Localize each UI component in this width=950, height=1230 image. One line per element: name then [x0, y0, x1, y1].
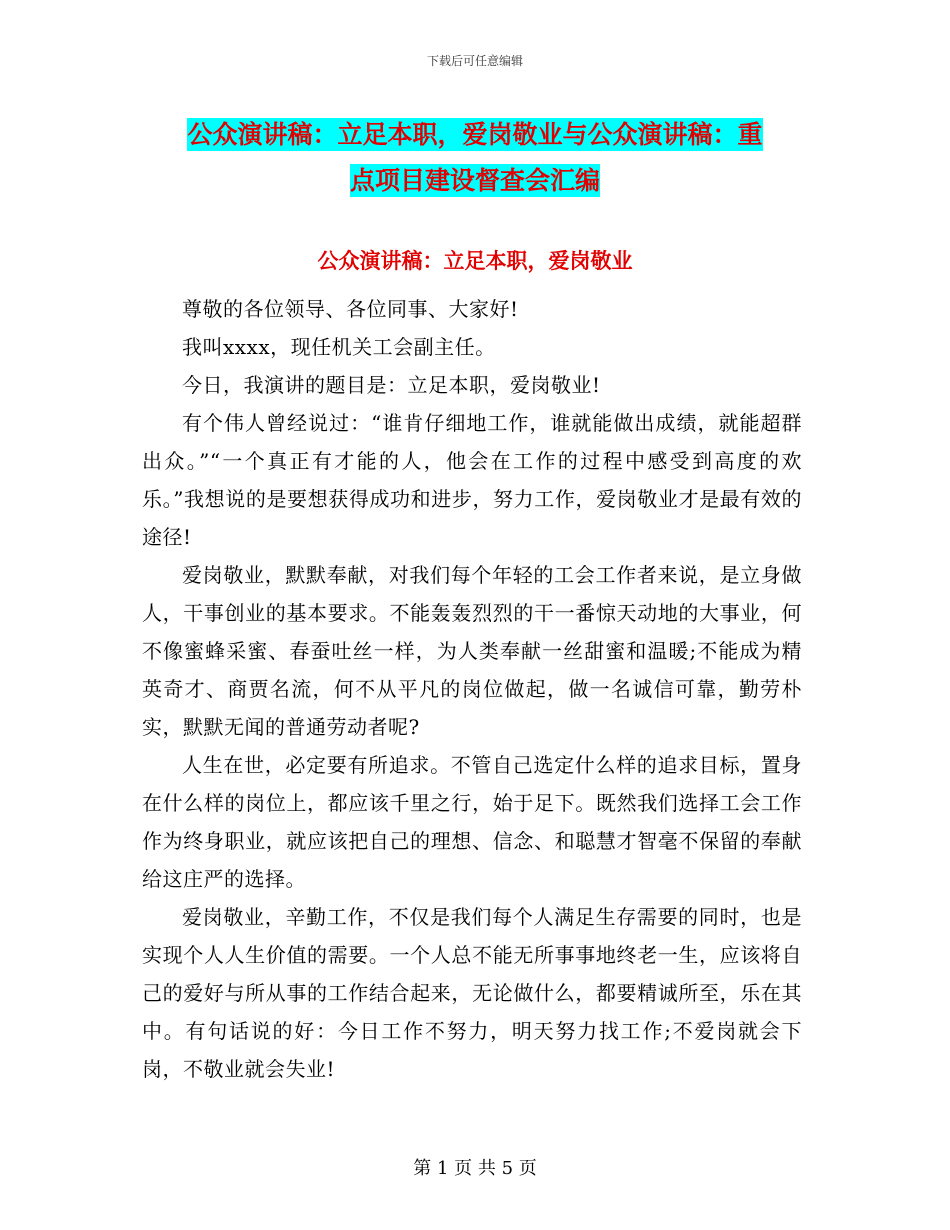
- page-number-footer: 第 1 页 共 5 页: [413, 1158, 537, 1179]
- section-title: 公众演讲稿：立足本职，爱岗敬业: [317, 249, 633, 273]
- document-title-line-2: 点项目建设督查会汇编: [349, 166, 600, 195]
- paragraph-pursuit: 人生在世，必定要有所追求。不管自己选定什么样的追求目标，置身在什么样的岗位上，都应该千里之行，始于足下。既然我们选择工会工作作为终身职业，就应该把自己的理想、信念、和聪慧才智毫不保留的奉献给这庄严的选择。: [142, 753, 802, 891]
- page-header-note: 下载后可任意编辑: [426, 54, 523, 68]
- paragraph-dedication: 爱岗敬业，默默奉献，对我们每个年轻的工会工作者来说，是立身做人，干事创业的基本要求。不能轰轰烈烈的干一番惊天动地的大事业，何不像蜜蜂采蜜、春蚕吐丝一样，为人类奉献一丝甜蜜和温暖;不能成为精英奇才、商贾名流，何不从平凡的岗位做起，做一名诚信可靠，勤劳朴实，默默无闻的普通劳动者呢?: [142, 563, 802, 739]
- speech-body: [142, 290, 802, 1088]
- paragraph-value: 爱岗敬业，辛勤工作，不仅是我们每个人满足生存需要的同时，也是实现个人人生价值的需要。一个人总不能无所事事地终老一生，应该将自己的爱好与所从事的工作结合起来，无论做什么，都要精诚所至，乐在其中。有句话说的好：今日工作不努力，明天努力找工作;不爱岗就会下岗，不敬业就会失业!: [142, 905, 802, 1081]
- paragraph-greeting: 尊敬的各位领导、各位同事、大家好!: [182, 297, 519, 321]
- paragraph-topic: 今日，我演讲的题目是：立足本职，爱岗敬业!: [182, 373, 601, 397]
- paragraph-quote: 有个伟人曾经说过：“谁肯仔细地工作，谁就能做出成绩，就能超群出众。”“一个真正有才能的人，他会在工作的过程中感受到高度的欢乐。”我想说的是要想获得成功和进步，努力工作，爱岗敬业才是最有效的途径!: [142, 411, 802, 549]
- paragraph-introduction: 我叫xxxx，现任机关工会副主任。: [182, 335, 496, 359]
- document-title: [145, 112, 805, 204]
- document-title-line-1: 公众演讲稿：立足本职，爱岗敬业与公众演讲稿：重: [187, 120, 763, 149]
